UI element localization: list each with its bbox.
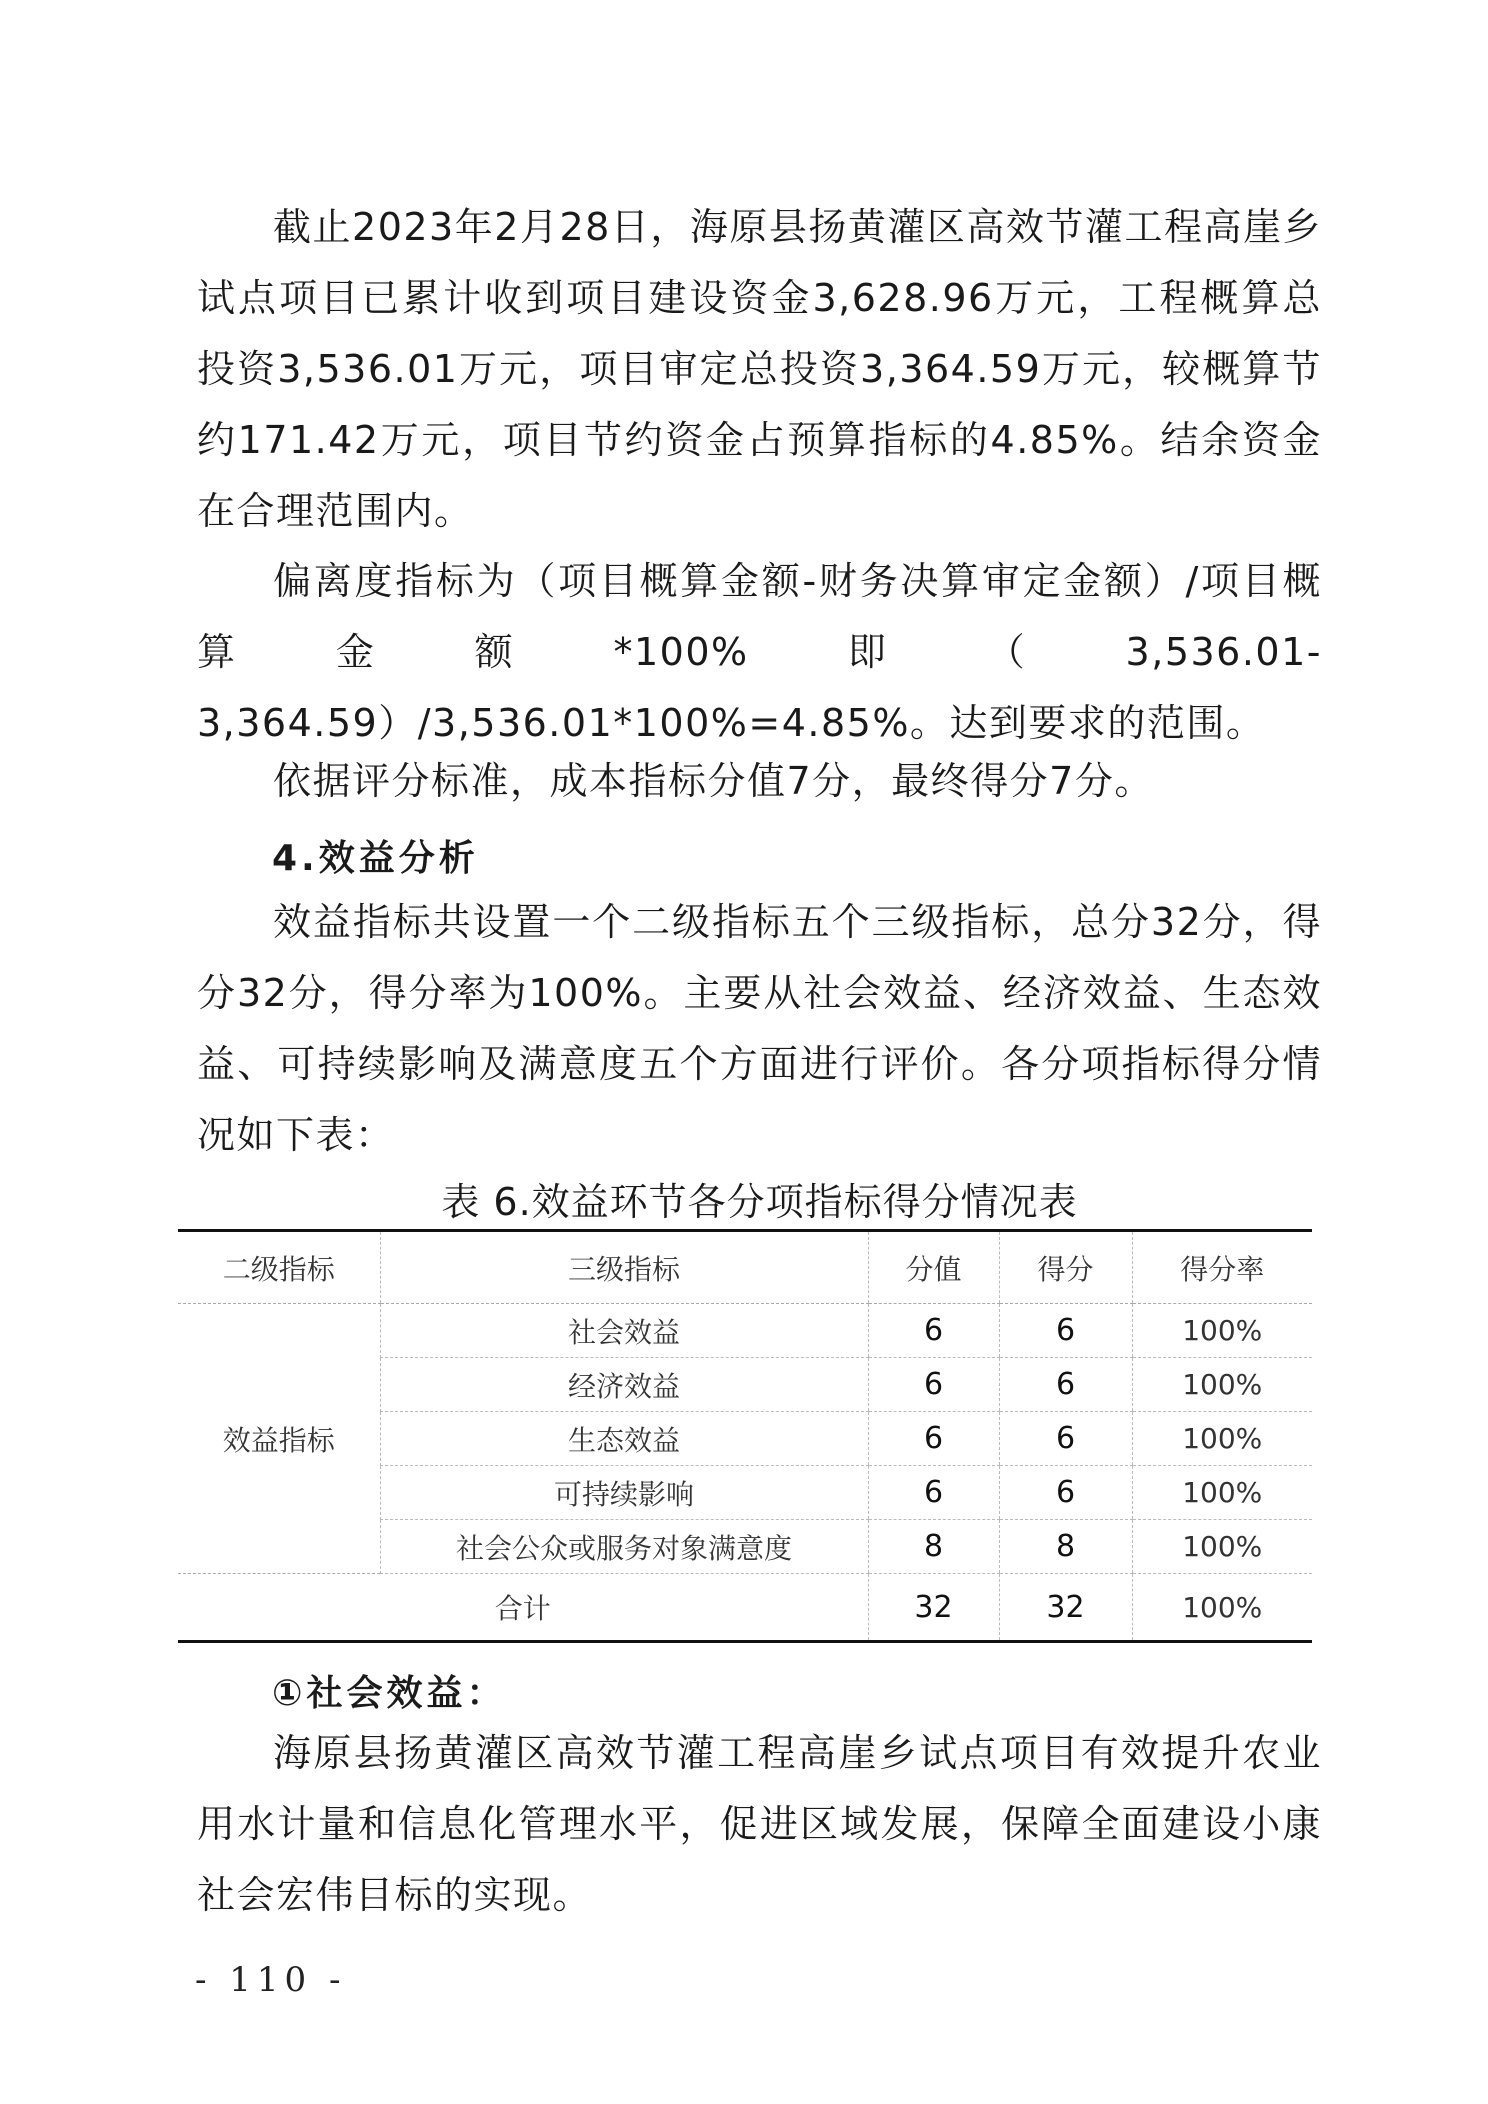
score-cell: 6 bbox=[999, 1466, 1132, 1520]
group-label-cell: 效益指标 bbox=[222, 1423, 335, 1457]
header-score-rate: 得分率 bbox=[1132, 1231, 1312, 1304]
table-header-row bbox=[178, 1231, 1312, 1304]
score-cell: 6 bbox=[999, 1304, 1132, 1358]
indicator-name-cell: 生态效益 bbox=[380, 1412, 868, 1466]
paragraph-budget-summary bbox=[197, 192, 1322, 547]
total-label-cell: 合计 bbox=[178, 1574, 868, 1642]
value-cell: 8 bbox=[868, 1520, 999, 1574]
value-cell: 6 bbox=[868, 1466, 999, 1520]
score-cell: 8 bbox=[999, 1520, 1132, 1574]
paragraph-benefit-overview bbox=[197, 887, 1322, 1171]
paragraph-social-benefit bbox=[197, 1718, 1322, 1931]
indicator-name-cell: 社会公众或服务对象满意度 bbox=[380, 1520, 868, 1574]
section-heading-social-benefit: ①社会效益： bbox=[272, 1673, 507, 1714]
score-cell: 6 bbox=[999, 1412, 1132, 1466]
section-heading-benefit-analysis: 4.效益分析 bbox=[272, 838, 479, 879]
header-level3-indicator: 三级指标 bbox=[380, 1231, 868, 1304]
header-level2-indicator: 二级指标 bbox=[178, 1231, 380, 1304]
total-score-cell: 32 bbox=[999, 1574, 1132, 1642]
paragraph-deviation-formula bbox=[197, 546, 1322, 759]
indicator-name-cell: 可持续影响 bbox=[380, 1466, 868, 1520]
paragraph-text: 截止2023年2月28日，海原县扬黄灌区高效节灌工程高崖乡试点项目已累计收到项目建设资金3,628.96万元，工程概算总投资3,536.01万元，项目审定总投资3,364.59万元，较概算节约171.42万元，项目节约资金占预算指标的4.85%。结余资金在合理范围内。 bbox=[197, 205, 1322, 533]
rate-cell: 100% bbox=[1132, 1304, 1312, 1358]
value-cell: 6 bbox=[868, 1412, 999, 1466]
paragraph-text: 海原县扬黄灌区高效节灌工程高崖乡试点项目有效提升农业用水计量和信息化管理水平，促进区域发展，保障全面建设小康社会宏伟目标的实现。 bbox=[197, 1731, 1322, 1917]
value-cell: 6 bbox=[868, 1304, 999, 1358]
total-rate-cell: 100% bbox=[1132, 1574, 1312, 1642]
table-row bbox=[178, 1304, 1312, 1358]
indicator-name-cell: 社会效益 bbox=[380, 1304, 868, 1358]
rate-cell: 100% bbox=[1132, 1358, 1312, 1412]
rate-cell: 100% bbox=[1132, 1520, 1312, 1574]
table-total-row bbox=[178, 1574, 1312, 1642]
indicator-name-cell: 经济效益 bbox=[380, 1358, 868, 1412]
total-value-cell: 32 bbox=[868, 1574, 999, 1642]
paragraph-text: 效益指标共设置一个二级指标五个三级指标，总分32分，得分32分，得分率为100%。主要从社会效益、经济效益、生态效益、可持续影响及满意度五个方面进行评价。各分项指标得分情况如下表： bbox=[197, 900, 1322, 1157]
header-score: 得分 bbox=[999, 1231, 1132, 1304]
header-value: 分值 bbox=[868, 1231, 999, 1304]
rate-cell: 100% bbox=[1132, 1466, 1312, 1520]
paragraph-cost-score bbox=[197, 746, 1322, 817]
page-number: - 110 - bbox=[195, 1960, 347, 2000]
paragraph-text: 偏离度指标为（项目概算金额-财务决算审定金额）/项目概算金额*100%即（3,536.01-3,364.59）/3,536.01*100%=4.85%。达到要求的范围。 bbox=[197, 559, 1322, 745]
rate-cell: 100% bbox=[1132, 1412, 1312, 1466]
score-cell: 6 bbox=[999, 1358, 1132, 1412]
table-caption: 表 6.效益环节各分项指标得分情况表 bbox=[441, 1180, 1078, 1224]
benefit-score-table bbox=[178, 1229, 1312, 1643]
paragraph-text: 依据评分标准，成本指标分值7分，最终得分7分。 bbox=[273, 759, 1154, 803]
value-cell: 6 bbox=[868, 1358, 999, 1412]
